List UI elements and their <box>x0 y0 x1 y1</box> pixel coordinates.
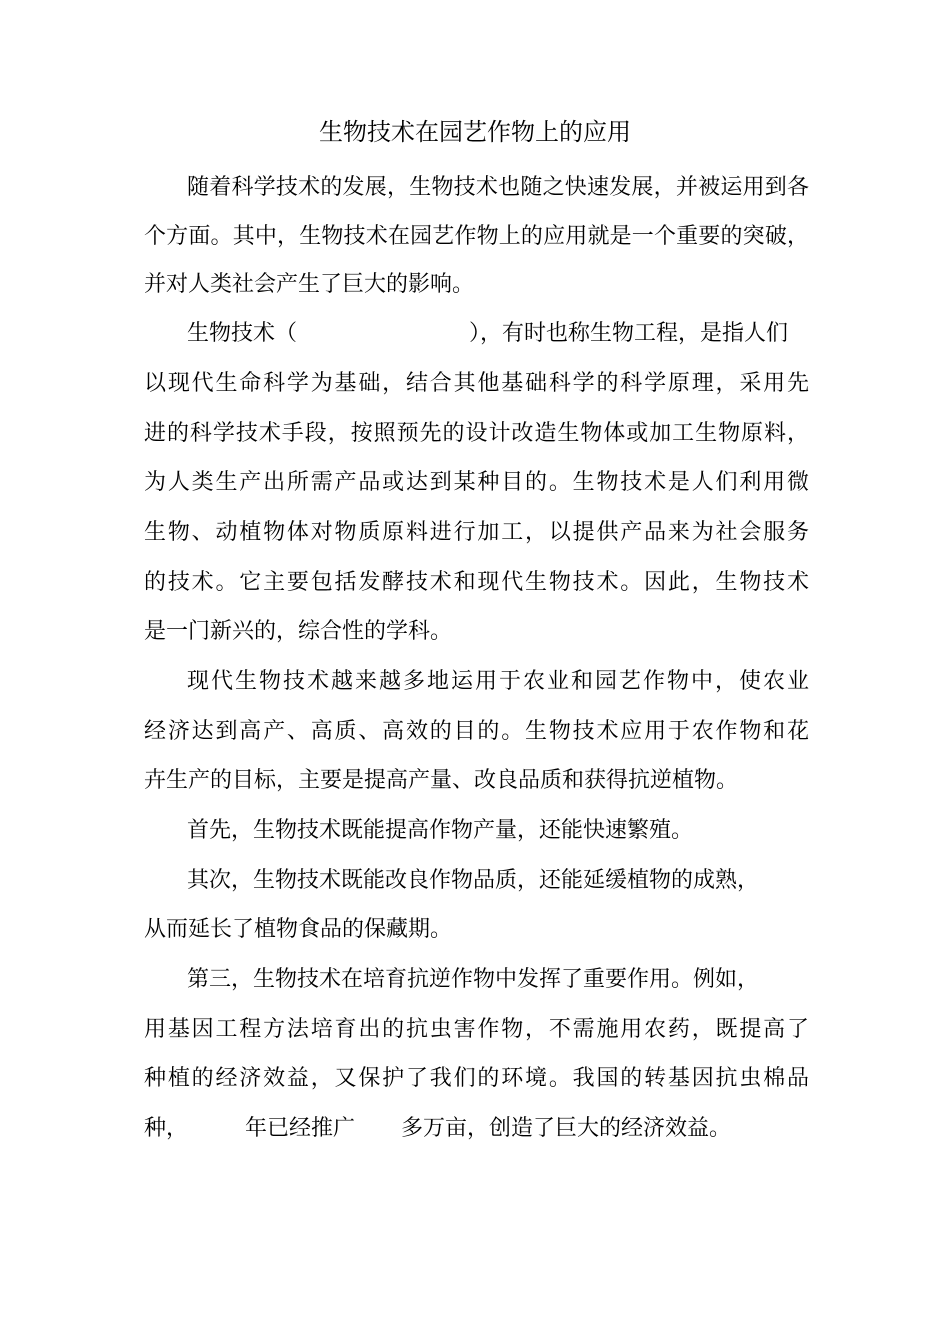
paragraph-3-line-2: 经济达到高产、高质、高效的目的。生物技术应用于农作物和花 <box>144 719 809 744</box>
paragraph-2-line-4: 为人类生产出所需产品或达到某种目的。生物技术是人们利用微 <box>144 470 809 495</box>
paragraph-6-line-4-part-2: 年已经推广 <box>245 1116 356 1141</box>
paragraph-3-line-3: 卉生产的目标，主要是提高产量、改良品质和获得抗逆植物。 <box>144 768 739 793</box>
document-title: 生物技术在园艺作物上的应用 <box>319 118 631 146</box>
paragraph-2-line-5: 生物、动植物体对物质原料进行加工，以提供产品来为社会服务 <box>144 520 809 545</box>
paragraph-6-line-4 <box>144 1111 809 1147</box>
paragraph-6-line-4-part-1: 种， <box>144 1116 189 1141</box>
paragraph-1-line-3: 并对人类社会产生了巨大的影响。 <box>144 272 475 297</box>
paragraph-2-line-1-start: 生物技术（ <box>187 321 298 346</box>
paragraph-6-line-1: 第三，生物技术在培育抗逆作物中发挥了重要作用。例如， <box>187 967 760 992</box>
paragraph-2-line-7: 是一门新兴的，综合性的学科。 <box>144 619 453 644</box>
paragraph-1-line-1: 随着科学技术的发展，生物技术也随之快速发展，并被运用到各 <box>187 175 809 200</box>
paragraph-6-line-2: 用基因工程方法培育出的抗虫害作物，不需施用农药，既提高了 <box>144 1017 809 1042</box>
paragraph-6-line-4-part-3: 多万亩，创造了巨大的经济效益。 <box>401 1116 732 1141</box>
paragraph-5-line-2: 从而延长了植物食品的保藏期。 <box>144 917 453 942</box>
paragraph-1-line-2: 个方面。其中，生物技术在园艺作物上的应用就是一个重要的突破， <box>144 224 809 249</box>
paragraph-2-line-3: 进的科学技术手段，按照预先的设计改造生物体或加工生物原料， <box>144 421 809 446</box>
paragraph-4-line-1: 首先，生物技术既能提高作物产量，还能快速繁殖。 <box>187 818 694 843</box>
paragraph-2-line-1 <box>187 316 809 352</box>
paragraph-3-line-1: 现代生物技术越来越多地运用于农业和园艺作物中，使农业 <box>187 669 809 694</box>
paragraph-2-line-6: 的技术。它主要包括发酵技术和现代生物技术。因此，生物技术 <box>144 570 809 595</box>
paragraph-2-line-1-end: ），有时也称生物工程，是指人们 <box>469 321 789 346</box>
paragraph-5-line-1: 其次，生物技术既能改良作物品质，还能延缓植物的成熟， <box>187 868 760 893</box>
paragraph-2-line-2: 以现代生命科学为基础，结合其他基础科学的科学原理，采用先 <box>144 371 809 396</box>
paragraph-6-line-3: 种植的经济效益，又保护了我们的环境。我国的转基因抗虫棉品 <box>144 1066 809 1091</box>
